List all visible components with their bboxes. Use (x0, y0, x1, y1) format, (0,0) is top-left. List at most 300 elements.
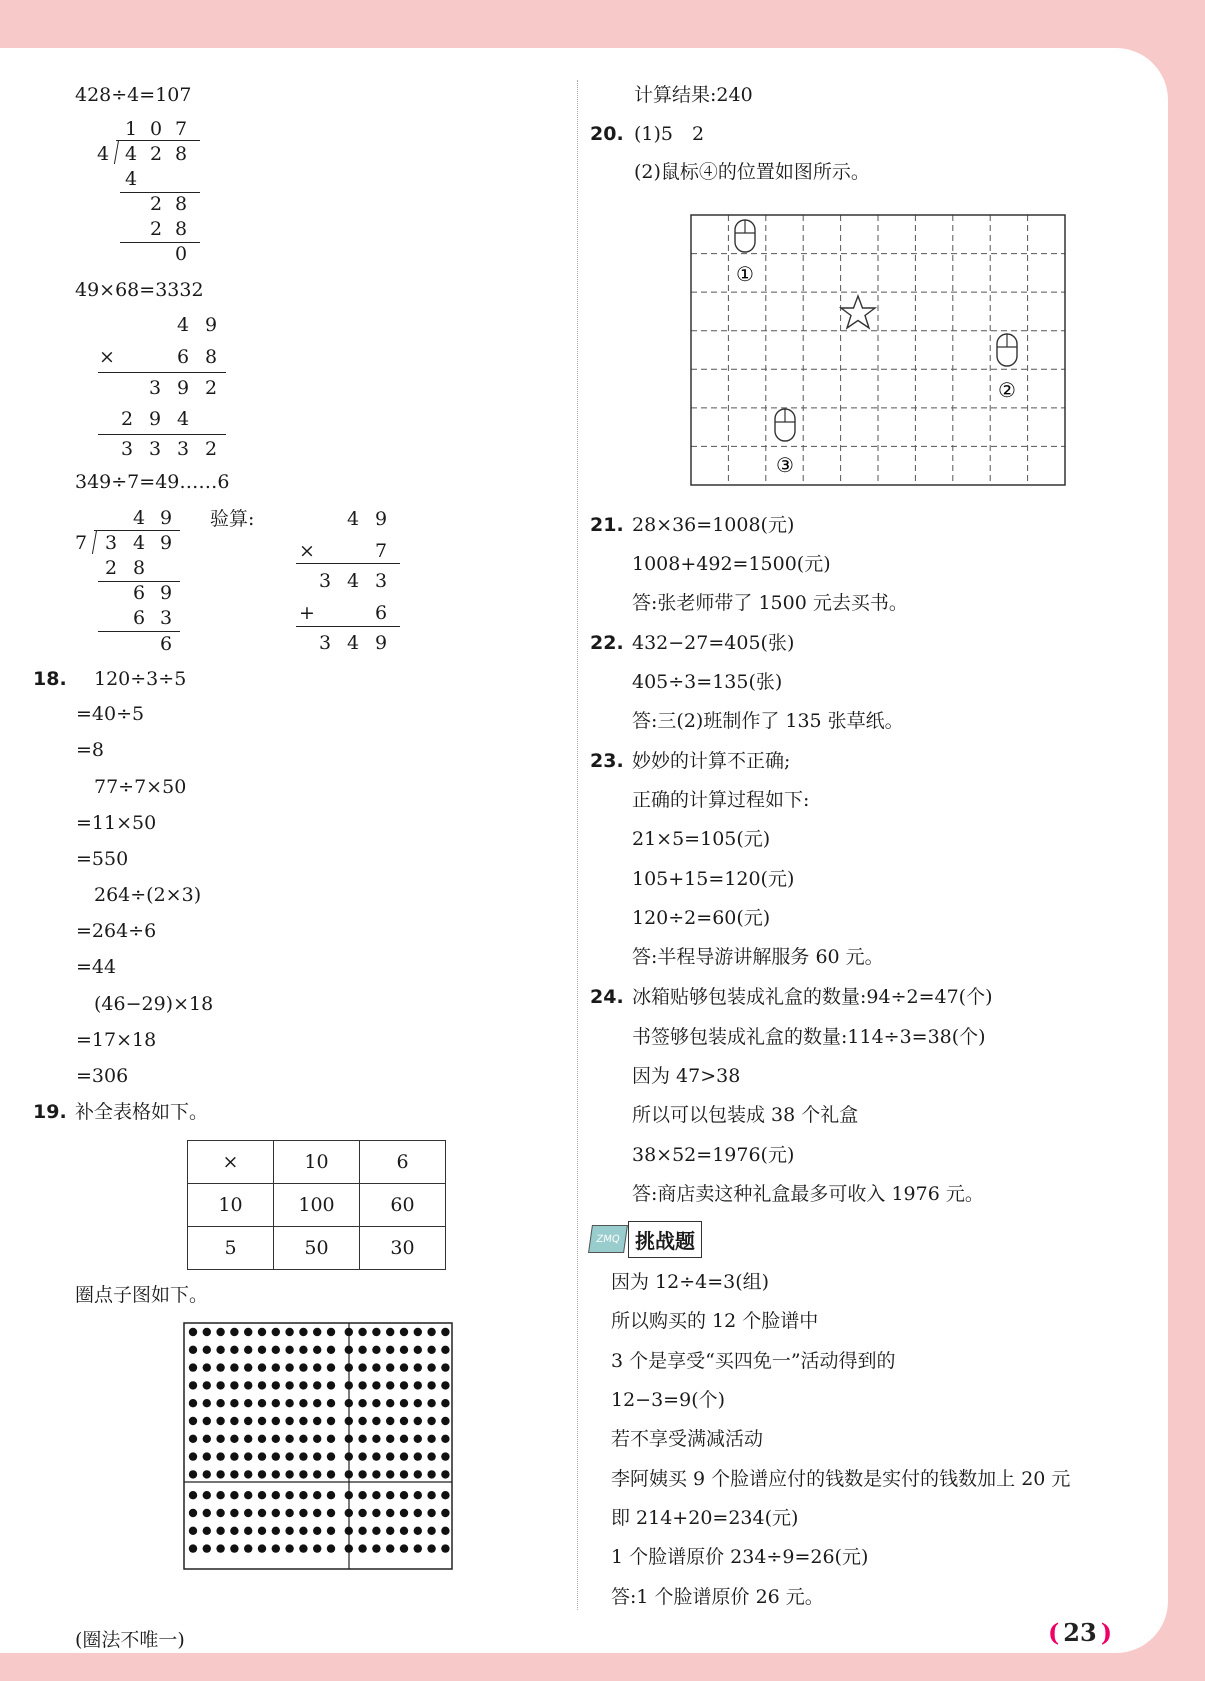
dot (216, 1435, 224, 1443)
dot (216, 1452, 224, 1460)
dot (230, 1491, 238, 1499)
dot (386, 1509, 394, 1517)
q22-line: 答:三(2)班制作了 135 张草纸。 (632, 710, 904, 732)
dot (427, 1509, 435, 1517)
dot (327, 1435, 335, 1443)
dot (285, 1491, 293, 1499)
dot (285, 1346, 293, 1354)
dot (414, 1346, 422, 1354)
question-number-20: 20. (590, 123, 624, 145)
dot (358, 1417, 366, 1425)
dot (313, 1509, 321, 1517)
dot (313, 1435, 321, 1443)
dot (386, 1544, 394, 1552)
operator: × (99, 346, 115, 368)
digit: 3 (104, 532, 118, 554)
q23-line: 105+15=120(元) (632, 868, 795, 890)
dot (386, 1452, 394, 1460)
dot (386, 1417, 394, 1425)
dot (230, 1452, 238, 1460)
dot (258, 1435, 266, 1443)
q24-line: 38×52=1976(元) (632, 1144, 795, 1166)
dot (299, 1527, 307, 1535)
dot (327, 1509, 335, 1517)
dot (272, 1328, 280, 1336)
dot (372, 1470, 380, 1478)
dot (272, 1491, 280, 1499)
dot (441, 1381, 449, 1389)
digit: 2 (120, 408, 134, 430)
dot (441, 1452, 449, 1460)
dot (203, 1527, 211, 1535)
dot (358, 1491, 366, 1499)
dot (216, 1328, 224, 1336)
dot (313, 1381, 321, 1389)
q18-line: =11×50 (76, 812, 157, 834)
digit: 3 (148, 377, 162, 399)
dot (427, 1470, 435, 1478)
dot (244, 1417, 252, 1425)
dot (230, 1509, 238, 1517)
question-number-22: 22. (590, 632, 624, 654)
dot (258, 1381, 266, 1389)
dot (327, 1363, 335, 1371)
dot (244, 1363, 252, 1371)
dot (358, 1470, 366, 1478)
dot (327, 1452, 335, 1460)
dot (299, 1381, 307, 1389)
dot (230, 1381, 238, 1389)
question-number-23: 23. (590, 750, 624, 772)
q23-line: 妙妙的计算不正确; (632, 750, 791, 772)
dot (299, 1346, 307, 1354)
q18-line: 77÷7×50 (94, 776, 187, 798)
dot (230, 1470, 238, 1478)
dot (327, 1399, 335, 1407)
dot (258, 1491, 266, 1499)
operator: + (299, 602, 315, 624)
dot (345, 1544, 353, 1552)
dot (244, 1346, 252, 1354)
challenge-line: 答:1 个脸谱原价 26 元。 (611, 1586, 824, 1608)
dot (358, 1363, 366, 1371)
dot (230, 1527, 238, 1535)
digit: 9 (159, 582, 173, 604)
q24-line: 书签够包装成礼盒的数量:114÷3=38(个) (632, 1026, 986, 1048)
dot (272, 1470, 280, 1478)
mouse-2-icon (997, 334, 1017, 366)
dot (244, 1491, 252, 1499)
dot (258, 1328, 266, 1336)
dot (427, 1381, 435, 1389)
dot (441, 1435, 449, 1443)
dot (244, 1509, 252, 1517)
dot (400, 1363, 408, 1371)
challenge-logo-icon: ZMQ (588, 1225, 628, 1253)
dot (203, 1491, 211, 1499)
dot (414, 1417, 422, 1425)
dot (313, 1346, 321, 1354)
dot (203, 1435, 211, 1443)
dot (327, 1328, 335, 1336)
challenge-line: 3 个是享受“买四免一”活动得到的 (611, 1350, 896, 1372)
dot (299, 1509, 307, 1517)
dot (285, 1363, 293, 1371)
dot (203, 1328, 211, 1336)
table-cell: 50 (274, 1227, 360, 1270)
digit: 6 (159, 633, 173, 655)
dot (372, 1399, 380, 1407)
calc-428-div-4: 428÷4=107 (75, 84, 192, 106)
dot (285, 1328, 293, 1336)
dot (285, 1452, 293, 1460)
q20-part2: (2)鼠标④的位置如图所示。 (634, 161, 870, 183)
dot (427, 1328, 435, 1336)
digit: 2 (149, 193, 163, 215)
table-cell: 10 (188, 1184, 274, 1227)
dot (372, 1491, 380, 1499)
dot (327, 1417, 335, 1425)
challenge-line: 即 214+20=234(元) (611, 1507, 799, 1529)
dot (299, 1544, 307, 1552)
q18-line: =306 (76, 1065, 129, 1087)
dot (244, 1399, 252, 1407)
dot (427, 1435, 435, 1443)
dot (244, 1381, 252, 1389)
dot-diagram-note: (圈法不唯一) (75, 1629, 185, 1651)
q21-line: 答:张老师带了 1500 元去买书。 (632, 592, 908, 614)
digit: 7 (374, 540, 388, 562)
dot (327, 1346, 335, 1354)
dot (299, 1328, 307, 1336)
dot (313, 1399, 321, 1407)
dot (414, 1527, 422, 1535)
dot (230, 1363, 238, 1371)
digit: 8 (132, 557, 146, 579)
dot (216, 1544, 224, 1552)
dot (441, 1399, 449, 1407)
dot (189, 1527, 197, 1535)
divisor: 4 (96, 143, 110, 165)
dot (313, 1527, 321, 1535)
dot (216, 1527, 224, 1535)
dot (358, 1399, 366, 1407)
digit: 4 (124, 168, 138, 190)
dot (327, 1491, 335, 1499)
table-cell: × (188, 1141, 274, 1184)
dot (441, 1509, 449, 1517)
dot (345, 1399, 353, 1407)
dot (216, 1491, 224, 1499)
digit: 6 (132, 607, 146, 629)
digit: 7 (174, 118, 188, 140)
q19-text: 补全表格如下。 (75, 1101, 209, 1123)
multiplication-table (187, 1140, 446, 1270)
digit: 3 (318, 632, 332, 654)
q22-line: 432−27=405(张) (632, 632, 795, 654)
digit: 9 (374, 508, 388, 530)
dot (258, 1346, 266, 1354)
dot (285, 1527, 293, 1535)
dot (230, 1435, 238, 1443)
dot (400, 1509, 408, 1517)
dot (372, 1363, 380, 1371)
dot (189, 1509, 197, 1517)
dot (244, 1470, 252, 1478)
dot (244, 1328, 252, 1336)
dot (189, 1452, 197, 1460)
dot (285, 1381, 293, 1389)
digit: 2 (104, 557, 118, 579)
operator: × (299, 540, 315, 562)
digit: 4 (346, 508, 360, 530)
dot (272, 1527, 280, 1535)
digit: 9 (204, 314, 218, 336)
dot (441, 1346, 449, 1354)
dot (258, 1470, 266, 1478)
digit: 3 (120, 438, 134, 460)
dot (427, 1399, 435, 1407)
dot (427, 1417, 435, 1425)
dot (216, 1470, 224, 1478)
digit: 4 (346, 632, 360, 654)
dot (414, 1381, 422, 1389)
digit: 9 (159, 507, 173, 529)
dot (372, 1452, 380, 1460)
dot (400, 1470, 408, 1478)
digit: 3 (148, 438, 162, 460)
dot (441, 1470, 449, 1478)
page-sheet (0, 48, 1168, 1653)
dot (441, 1328, 449, 1336)
dot (345, 1509, 353, 1517)
table-cell: 5 (188, 1227, 274, 1270)
digit: 1 (124, 118, 138, 140)
dot (285, 1470, 293, 1478)
dot (441, 1417, 449, 1425)
q24-line: 冰箱贴够包装成礼盒的数量:94÷2=47(个) (632, 986, 993, 1008)
mouse-position-grid (690, 214, 1066, 486)
marker-3: ③ (776, 453, 794, 477)
table-cell: 60 (360, 1184, 446, 1227)
dot (230, 1346, 238, 1354)
digit: 8 (174, 193, 188, 215)
dot (414, 1435, 422, 1443)
calc-result: 计算结果:240 (634, 84, 753, 106)
dot (258, 1509, 266, 1517)
table-cell: 6 (360, 1141, 446, 1184)
dot (386, 1346, 394, 1354)
dot (386, 1363, 394, 1371)
dot (414, 1452, 422, 1460)
digit: 9 (176, 377, 190, 399)
dot (386, 1470, 394, 1478)
table-cell: 30 (360, 1227, 446, 1270)
dot (230, 1544, 238, 1552)
dot (272, 1346, 280, 1354)
dot (299, 1399, 307, 1407)
q18-line: (46−29)×18 (94, 993, 214, 1015)
dot (272, 1363, 280, 1371)
dot (313, 1491, 321, 1499)
dot (400, 1346, 408, 1354)
dot (258, 1399, 266, 1407)
dot (216, 1381, 224, 1389)
dot (345, 1491, 353, 1499)
dot (386, 1527, 394, 1535)
dot (441, 1491, 449, 1499)
dot (216, 1509, 224, 1517)
dot (313, 1452, 321, 1460)
challenge-header (590, 1222, 702, 1256)
q22-line: 405÷3=135(张) (632, 671, 783, 693)
dot (358, 1346, 366, 1354)
dot (372, 1527, 380, 1535)
dot (203, 1363, 211, 1371)
dot (358, 1509, 366, 1517)
dot (285, 1544, 293, 1552)
dot (285, 1399, 293, 1407)
dot (400, 1381, 408, 1389)
dot (230, 1328, 238, 1336)
q23-line: 21×5=105(元) (632, 828, 771, 850)
dot (258, 1363, 266, 1371)
dot (258, 1452, 266, 1460)
dot (230, 1417, 238, 1425)
dot (189, 1491, 197, 1499)
dot (244, 1452, 252, 1460)
challenge-line: 1 个脸谱原价 234÷9=26(元) (611, 1546, 869, 1568)
digit: 4 (176, 408, 190, 430)
dot (358, 1527, 366, 1535)
dot (345, 1435, 353, 1443)
dot (400, 1544, 408, 1552)
dot (299, 1363, 307, 1371)
digit: 8 (174, 143, 188, 165)
dot (345, 1346, 353, 1354)
dot (386, 1491, 394, 1499)
dot (189, 1399, 197, 1407)
dot (189, 1346, 197, 1354)
question-number-24: 24. (590, 986, 624, 1008)
dot-array-diagram (183, 1322, 453, 1570)
challenge-line: 12−3=9(个) (611, 1389, 726, 1411)
dot (414, 1363, 422, 1371)
dot (372, 1509, 380, 1517)
q24-line: 因为 47>38 (632, 1065, 741, 1087)
dot (230, 1399, 238, 1407)
dot (427, 1527, 435, 1535)
challenge-line: 所以购买的 12 个脸谱中 (611, 1310, 819, 1332)
dot (285, 1435, 293, 1443)
dot (189, 1417, 197, 1425)
verify-label: 验算: (210, 508, 255, 530)
question-number-19: 19. (33, 1101, 67, 1123)
dot (414, 1470, 422, 1478)
dot (272, 1417, 280, 1425)
dot-diagram-caption: 圈点子图如下。 (75, 1284, 209, 1306)
dot (299, 1491, 307, 1499)
dot (189, 1328, 197, 1336)
dot (345, 1328, 353, 1336)
digit: 8 (174, 218, 188, 240)
mouse-1-icon (735, 220, 755, 252)
table-cell: 100 (274, 1184, 360, 1227)
digit: 4 (132, 507, 146, 529)
dot (189, 1381, 197, 1389)
challenge-line: 因为 12÷4=3(组) (611, 1271, 770, 1293)
challenge-title: 挑战题 (628, 1221, 702, 1258)
dot (189, 1470, 197, 1478)
dot (203, 1346, 211, 1354)
dot (189, 1544, 197, 1552)
dot (358, 1381, 366, 1389)
dot (203, 1544, 211, 1552)
dot (189, 1363, 197, 1371)
dot (372, 1346, 380, 1354)
dot (358, 1435, 366, 1443)
dot (400, 1491, 408, 1499)
q24-line: 所以可以包装成 38 个礼盒 (632, 1104, 859, 1126)
q18-line: 120÷3÷5 (94, 668, 187, 690)
dot (272, 1509, 280, 1517)
dot (414, 1509, 422, 1517)
dot (441, 1363, 449, 1371)
dot (327, 1527, 335, 1535)
dot (414, 1328, 422, 1336)
q23-line: 120÷2=60(元) (632, 907, 771, 929)
dot (400, 1328, 408, 1336)
dot (258, 1527, 266, 1535)
dot (345, 1417, 353, 1425)
dot (327, 1470, 335, 1478)
dot (203, 1509, 211, 1517)
dot (313, 1328, 321, 1336)
dot (272, 1544, 280, 1552)
dot (272, 1452, 280, 1460)
marker-2: ② (998, 378, 1016, 402)
dot (299, 1452, 307, 1460)
dot (203, 1417, 211, 1425)
dot (285, 1417, 293, 1425)
dot (313, 1417, 321, 1425)
dot (313, 1363, 321, 1371)
dot (244, 1435, 252, 1443)
challenge-line: 李阿姨买 9 个脸谱应付的钱数是实付的钱数加上 20 元 (611, 1468, 1071, 1490)
dot (216, 1346, 224, 1354)
dot (244, 1527, 252, 1535)
dot (427, 1452, 435, 1460)
dot (400, 1417, 408, 1425)
question-number-18: 18. (33, 668, 67, 690)
dot (372, 1544, 380, 1552)
dot (272, 1399, 280, 1407)
dot (327, 1544, 335, 1552)
digit: 2 (149, 218, 163, 240)
digit: 0 (149, 118, 163, 140)
calc-349-div-7: 349÷7=49……6 (75, 471, 230, 493)
digit: 3 (374, 570, 388, 592)
digit: 0 (174, 243, 188, 265)
dot (258, 1544, 266, 1552)
digit: 3 (318, 570, 332, 592)
dot (427, 1491, 435, 1499)
dot (386, 1399, 394, 1407)
dot (441, 1527, 449, 1535)
digit: 3 (159, 607, 173, 629)
digit: 6 (176, 346, 190, 368)
dot (372, 1417, 380, 1425)
